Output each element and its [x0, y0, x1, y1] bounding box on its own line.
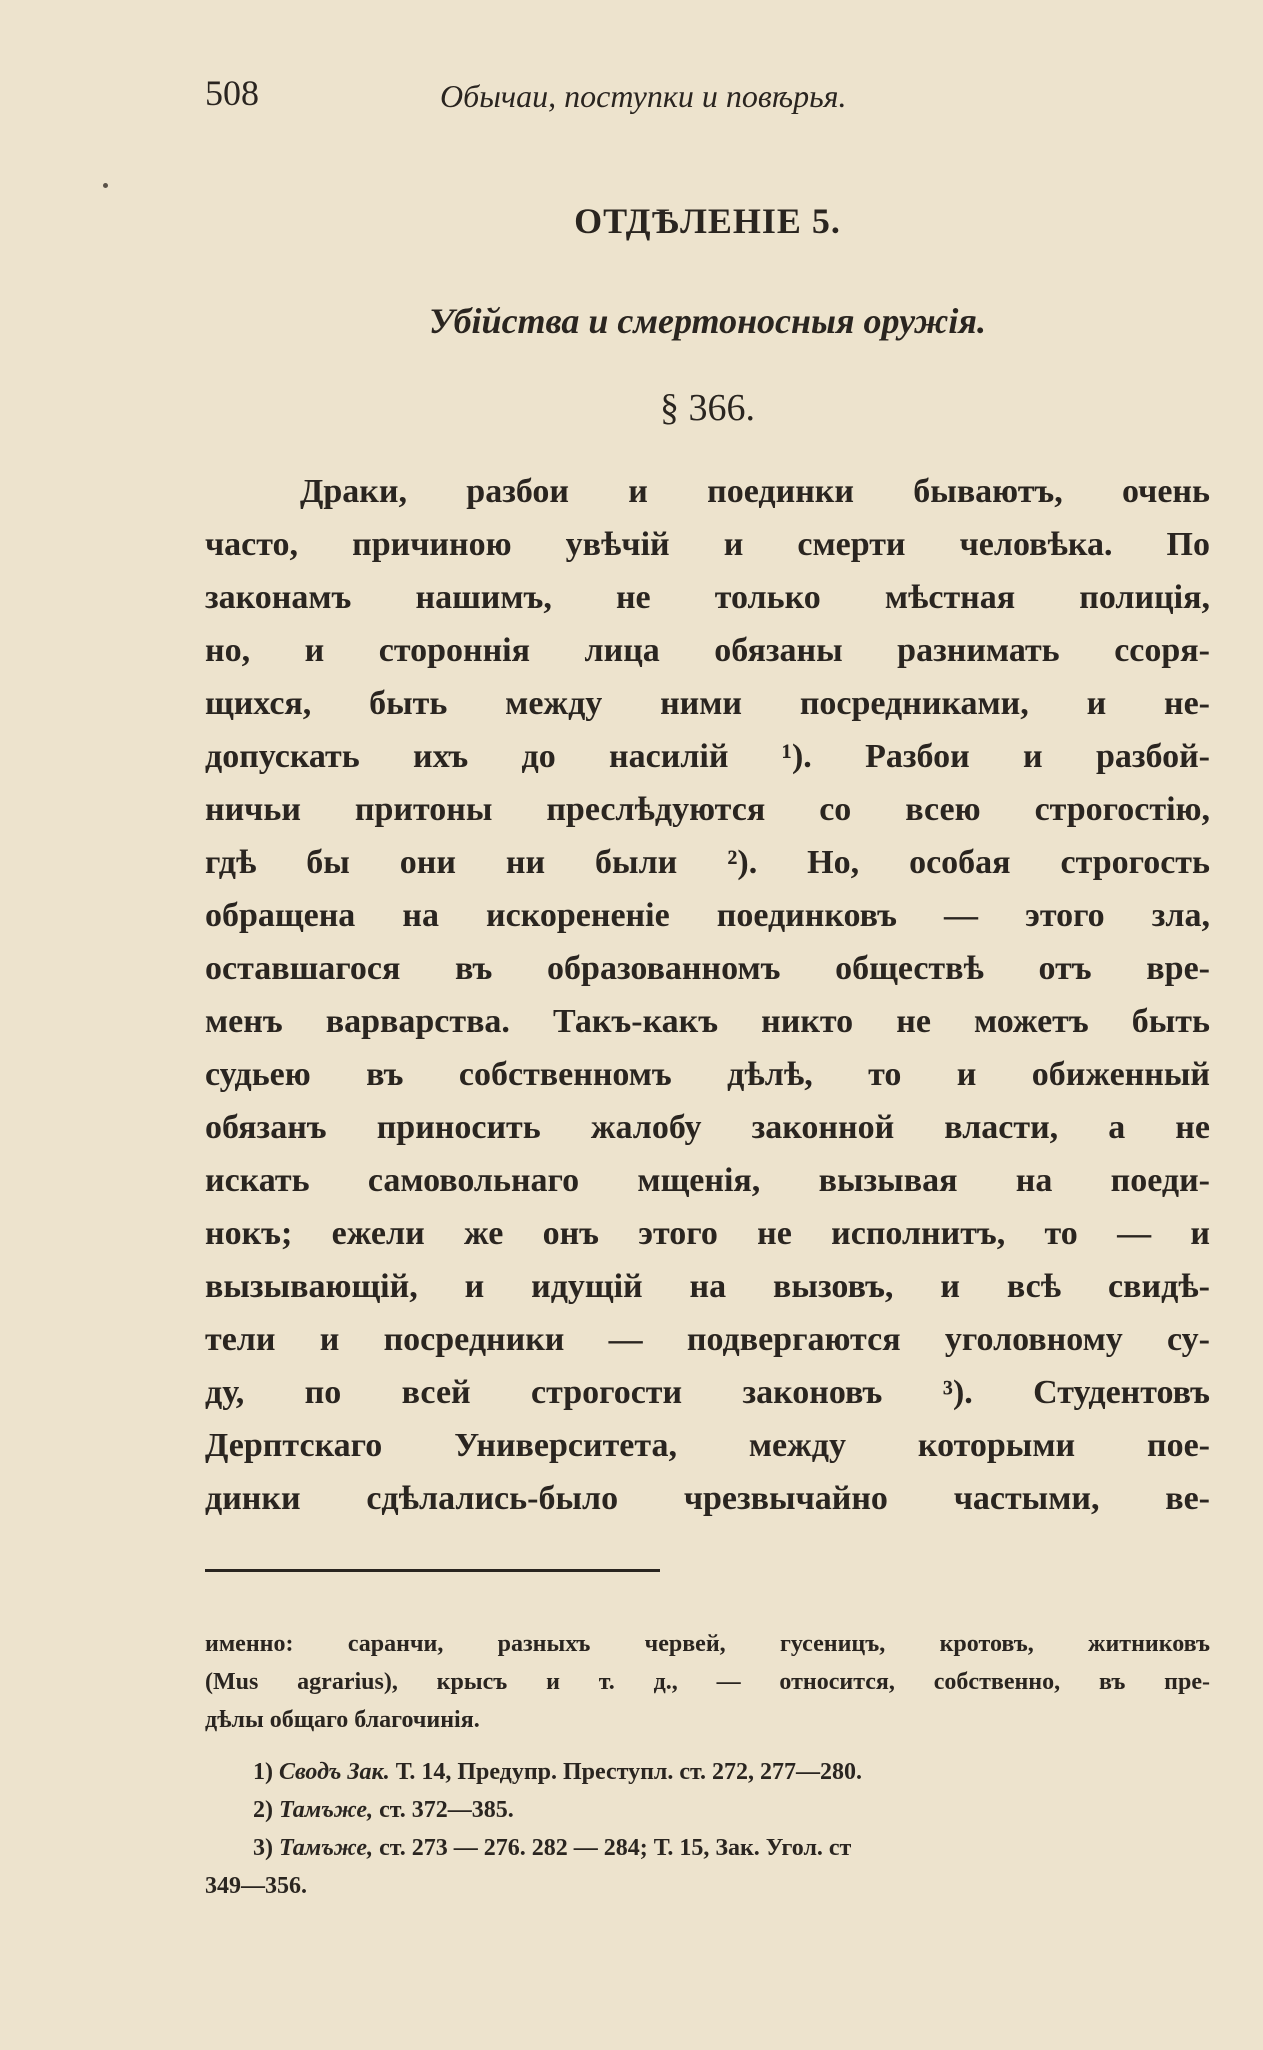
footnote-mark: 3): [253, 1835, 273, 1861]
footnote-source: Тамъже,: [279, 1835, 374, 1861]
body-line: динки сдѣлались-было чрезвычайно частыми, ве-: [205, 1480, 1210, 1517]
body-line: нокъ; ежели же онъ этого не исполнитъ, то — и: [205, 1215, 1210, 1252]
footnote-continuation-line: дѣлы общаго благочинія.: [205, 1707, 480, 1733]
body-line: судьею въ собственномъ дѣлѣ, то и обиженный: [205, 1056, 1210, 1093]
footnote-source: Сводъ Зак.: [279, 1759, 390, 1785]
section-subtitle: Убійства и смертоносныя оружія.: [429, 301, 986, 341]
paragraph-number: § 366.: [660, 387, 755, 429]
body-line: часто, причиною увѣчій и смерти человѣка. По: [205, 526, 1210, 563]
body-line: ничьи притоны преслѣдуются со всею строгостію,: [205, 791, 1210, 828]
body-line: щихся, быть между ними посредниками, и не-: [205, 685, 1210, 722]
footnote-text: ст. 273 — 276. 282 — 284; Т. 15, Зак. Угол. ст: [379, 1835, 852, 1861]
footnote-1: [205, 1753, 1210, 1791]
footnote-text: ст. 372—385.: [379, 1797, 514, 1823]
ink-dot: [103, 183, 108, 188]
body-text: [205, 465, 1210, 1525]
running-head: [205, 72, 1210, 122]
footnote-mark: 2): [253, 1797, 273, 1823]
body-line: обращена на искорененіе поединковъ — этого зла,: [205, 897, 1210, 934]
body-line: тели и посредники — подвергаются уголовному су-: [205, 1321, 1210, 1358]
body-line: гдѣ бы они ни были ²). Но, особая строгость: [205, 844, 1210, 881]
body-line: Драки, разбои и поединки бываютъ, очень: [300, 473, 1210, 510]
footnote-continuation-line: (Mus agrarius), крысъ и т. д., — относится, собственно, въ пре-: [205, 1669, 1210, 1695]
body-line: искать самовольнаго мщенія, вызывая на поеди-: [205, 1162, 1210, 1199]
running-title: Обычаи, поступки и повѣрья.: [440, 78, 847, 114]
footnote-mark: 1): [253, 1759, 273, 1785]
body-line: Дерптскаго Университета, между которыми пое-: [205, 1427, 1210, 1464]
section-title: ОТДѢЛЕНІЕ 5.: [574, 201, 841, 241]
footnote-text: Т. 14, Предупр. Преступл. ст. 272, 277—280.: [395, 1759, 863, 1785]
body-line: законамъ нашимъ, не только мѣстная полиція,: [205, 579, 1210, 616]
footnote-divider: [205, 1569, 660, 1572]
footnotes: [205, 1625, 1210, 1905]
body-line: вызывающій, и идущій на вызовъ, и всѣ свидѣ-: [205, 1268, 1210, 1305]
body-line: менъ варварства. Такъ-какъ никто не можетъ быть: [205, 1003, 1210, 1040]
footnote-continuation-line: именно: саранчи, разныхъ червей, гусеницъ, кротовъ, житниковъ: [205, 1631, 1210, 1657]
body-line: обязанъ приносить жалобу законной власти, а не: [205, 1109, 1210, 1146]
footnote-3-continuation: 349—356.: [205, 1873, 307, 1899]
footnote-3: [205, 1829, 1210, 1867]
page-number: 508: [205, 73, 259, 113]
footnote-2: [205, 1791, 1210, 1829]
body-line: но, и стороннія лица обязаны разнимать ссоря-: [205, 632, 1210, 669]
body-line: допускать ихъ до насилій ¹). Разбои и разбой-: [205, 738, 1210, 775]
body-line: оставшагося въ образованномъ обществѣ отъ вре-: [205, 950, 1210, 987]
footnote-source: Тамъже,: [279, 1797, 374, 1823]
body-line: ду, по всей строгости законовъ ³). Студентовъ: [205, 1374, 1210, 1411]
